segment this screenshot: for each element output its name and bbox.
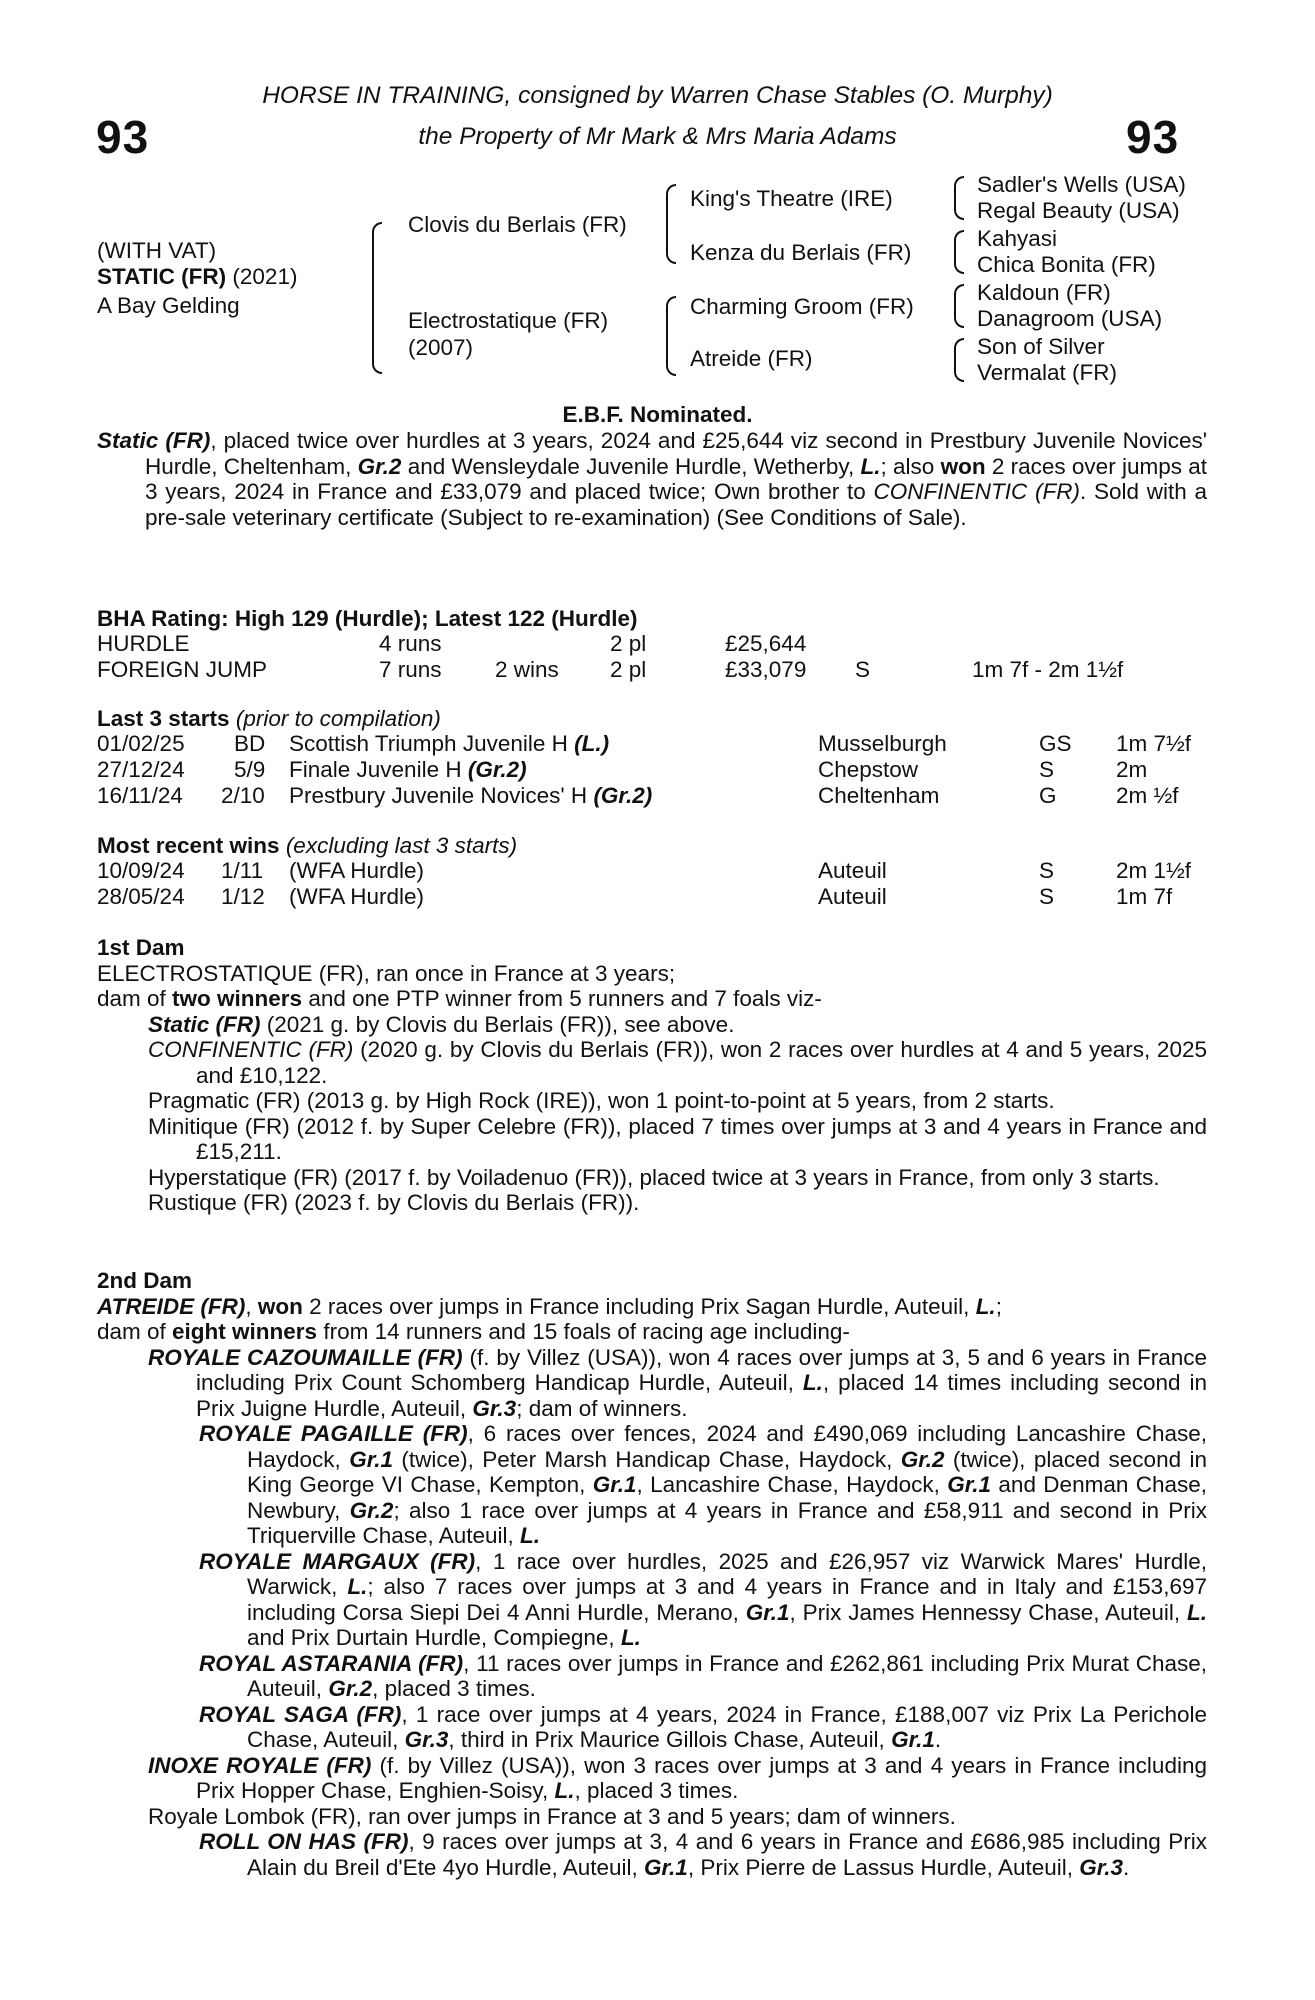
second-dam-line2: dam of eight winners from 14 runners and 15 foals of racing age including- xyxy=(97,1319,850,1344)
start-distance: 2m xyxy=(1116,757,1148,782)
pedigree-brace-g3 xyxy=(954,284,964,328)
second-dam-section xyxy=(97,1268,1207,1880)
horse-name: STATIC (FR) xyxy=(97,264,227,289)
pedigree-dam-year: (2007) xyxy=(408,335,474,360)
pedigree-g4: Chica Bonita (FR) xyxy=(977,252,1156,277)
bha-runs: 7 runs xyxy=(379,657,442,682)
ebf-note: E.B.F. Nominated. xyxy=(562,402,753,427)
produce-royal-astarania: ROYAL ASTARANIA (FR), 11 races over jumps in France and £262,861 including Prix Murat Chase, Auteuil, Gr.2, placed 3 times. xyxy=(199,1650,1207,1701)
win-position: 1/11 xyxy=(221,858,264,883)
horse-year: (2021) xyxy=(232,264,298,289)
pedigree-dam: Electrostatique (FR) xyxy=(408,308,609,333)
pedigree-dam-sire: Charming Groom (FR) xyxy=(690,294,914,319)
produce-royale-pagaille: ROYALE PAGAILLE (FR), 6 races over fences, 2024 and £490,069 including Lancashire Chase, Haydock, Gr.1 (twice), Peter Marsh Handicap Chase, Haydock, Gr.2 (twice), placed second in King George VI Chase, Kempton, Gr.1, Lancashire Chase, Haydock, Gr.1 and Denman Chase, Newbury, Gr.2; also 1 race over jumps at 4 years in France and £58,911 and second in Prix Triquerville Chase, Auteuil, L. xyxy=(199,1421,1208,1548)
produce-hyperstatique: Hyperstatique (FR) (2017 f. by Voiladenuo (FR)), placed twice at 3 years in France, from only 3 starts. xyxy=(148,1164,1160,1190)
pedigree-g2: Regal Beauty (USA) xyxy=(977,198,1180,223)
pedigree-g3: Kahyasi xyxy=(977,226,1058,251)
start-date: 16/11/24 xyxy=(97,783,183,808)
start-position: 5/9 xyxy=(234,757,266,782)
start-course: Chepstow xyxy=(818,757,919,782)
pedigree-g5: Kaldoun (FR) xyxy=(977,280,1111,305)
pedigree-dam-dam: Atreide (FR) xyxy=(690,346,813,371)
win-date: 28/05/24 xyxy=(97,884,185,909)
pedigree-brace-g1 xyxy=(954,176,964,220)
start-course: Musselburgh xyxy=(818,731,947,756)
start-course: Cheltenham xyxy=(818,783,940,808)
intro-text-4: 2 races over jumps at 3 years, 2024 in France and £33,079 and placed twice; Own brother to xyxy=(145,453,1207,504)
start-going: GS xyxy=(1039,731,1072,756)
intro-paragraph xyxy=(97,428,1207,530)
start-position: BD xyxy=(234,731,266,756)
start-distance: 1m 7½f xyxy=(1116,731,1192,756)
produce-inoxe-royale: INOXE ROYALE (FR) (f. by Villez (USA)), won 3 races over jumps at 3 and 4 years in France including Prix Hopper Chase, Enghien-Soisy, L., placed 3 times. xyxy=(148,1752,1207,1803)
bha-type: HURDLE xyxy=(97,631,190,656)
pedigree-brace-g4 xyxy=(954,338,964,382)
start-going: G xyxy=(1039,783,1057,808)
win-position: 1/12 xyxy=(221,884,265,909)
intro-text-3: ; also xyxy=(880,453,941,479)
start-race: Finale Juvenile H (Gr.2) xyxy=(289,757,527,782)
consignor-line: HORSE IN TRAINING, consigned by Warren Chase Stables (O. Murphy) xyxy=(262,82,1053,109)
win-course: Auteuil xyxy=(818,858,887,883)
bha-amount: £25,644 xyxy=(725,631,807,656)
start-position: 2/10 xyxy=(221,783,265,808)
start-date: 01/02/25 xyxy=(97,731,185,756)
win-date: 10/09/24 xyxy=(97,858,185,883)
pedigree-brace-g2 xyxy=(954,230,964,274)
pedigree-g1: Sadler's Wells (USA) xyxy=(977,172,1186,197)
pedigree-sire: Clovis du Berlais (FR) xyxy=(408,212,627,237)
produce-roll-on-has: ROLL ON HAS (FR), 9 races over jumps at 3, 4 and 6 years in France and £686,985 including Prix Alain du Breil d'Ete 4yo Hurdle, Auteuil, Gr.1, Prix Pierre de Lassus Hurdle, Auteuil, Gr.3. xyxy=(199,1829,1207,1880)
second-dam-title: 2nd Dam xyxy=(97,1268,193,1293)
bha-placed: 2 pl xyxy=(610,631,647,656)
first-dam-line1: ELECTROSTATIQUE (FR), ran once in France at 3 years; xyxy=(97,960,676,986)
produce-pragmatic: Pragmatic (FR) (2013 g. by High Rock (IRE)), won 1 point-to-point at 5 years, from 2 starts. xyxy=(148,1088,1055,1113)
intro-horse-name: Static (FR) xyxy=(97,428,211,453)
recent-wins-title: Most recent wins (excluding last 3 starts) xyxy=(97,833,518,858)
first-dam-line2: dam of two winners and one PTP winner from 5 runners and 7 foals viz- xyxy=(97,986,822,1011)
start-distance: 2m ½f xyxy=(1116,783,1179,808)
bha-distance: 1m 7f - 2m 1½f xyxy=(972,657,1124,682)
pedigree-sire-sire: King's Theatre (IRE) xyxy=(690,186,893,211)
lot-number-right: 93 xyxy=(1126,111,1180,163)
pedigree-brace-sire xyxy=(666,184,676,264)
owner-line: the Property of Mr Mark & Mrs Maria Adams xyxy=(418,123,897,150)
pedigree-g6: Danagroom (USA) xyxy=(977,306,1163,331)
horse-description: A Bay Gelding xyxy=(97,293,240,318)
pedigree-brace-dam xyxy=(666,296,676,376)
win-distance: 2m 1½f xyxy=(1116,858,1192,883)
intro-won: won xyxy=(940,453,986,479)
bha-wins: 2 wins xyxy=(495,657,559,682)
second-dam-line1: ATREIDE (FR), won 2 races over jumps in France including Prix Sagan Hurdle, Auteuil, L.; xyxy=(97,1293,1002,1319)
lot-number-left: 93 xyxy=(96,111,150,163)
start-race: Prestbury Juvenile Novices' H (Gr.2) xyxy=(289,783,653,808)
produce-rustique: Rustique (FR) (2023 f. by Clovis du Berlais (FR)). xyxy=(148,1190,640,1215)
win-race: (WFA Hurdle) xyxy=(289,858,425,883)
bha-amount: £33,079 xyxy=(725,657,807,682)
produce-royal-saga: ROYAL SAGA (FR), 1 race over jumps at 4 years, 2024 in France, £188,007 viz Prix La Perichole Chase, Auteuil, Gr.3, third in Prix Maurice Gillois Chase, Auteuil, Gr.1. xyxy=(199,1701,1207,1752)
first-dam-section xyxy=(97,935,1207,1216)
pedigree-g8: Vermalat (FR) xyxy=(977,360,1118,385)
bha-runs: 4 runs xyxy=(379,631,442,656)
start-date: 27/12/24 xyxy=(97,757,185,782)
win-course: Auteuil xyxy=(818,884,887,909)
bha-going: S xyxy=(855,657,871,682)
bha-rating-title: BHA Rating: High 129 (Hurdle); Latest 122 (Hurdle) xyxy=(97,606,638,631)
intro-listed-1: L. xyxy=(860,453,881,479)
start-race: Scottish Triumph Juvenile H (L.) xyxy=(289,731,610,756)
produce-minitique: Minitique (FR) (2012 f. by Super Celebre (FR)), placed 7 times over jumps at 3 and 4 years in France and £15,211. xyxy=(148,1113,1207,1164)
produce-royale-lombok: Royale Lombok (FR), ran over jumps in France at 3 and 5 years; dam of winners. xyxy=(148,1803,956,1829)
win-going: S xyxy=(1039,884,1055,909)
produce-confinentic: CONFINENTIC (FR) (2020 g. by Clovis du Berlais (FR)), won 2 races over hurdles at 4 and 5 years, 2025 and £10,122. xyxy=(148,1037,1207,1088)
pedigree-sire-dam: Kenza du Berlais (FR) xyxy=(690,240,912,265)
vat-note: (WITH VAT) xyxy=(97,238,217,263)
produce-royale-cazoumaille: ROYALE CAZOUMAILLE (FR) (f. by Villez (USA)), won 4 races over jumps at 3, 5 and 6 years in France including Prix Count Schomberg Handicap Hurdle, Auteuil, L., placed 14 times including second in Prix Juigne Hurdle, Auteuil, Gr.3; dam of winners. xyxy=(148,1344,1207,1421)
intro-text-5: . Sold with a pre-sale veterinary certificate (Subject to re-examination) (See Conditions of Sale). xyxy=(145,479,1207,530)
last-3-starts-title: Last 3 starts (prior to compilation) xyxy=(97,706,441,731)
horse-title xyxy=(97,264,297,290)
produce-static: Static (FR) (2021 g. by Clovis du Berlais (FR)), see above. xyxy=(148,1011,735,1037)
start-going: S xyxy=(1039,757,1055,782)
intro-text-1: , placed twice over hurdles at 3 years, 2024 and £25,644 viz second in Prestbury Juvenile Novices' Hurdle, Cheltenham, xyxy=(145,428,1207,479)
win-race: (WFA Hurdle) xyxy=(289,884,425,909)
win-distance: 1m 7f xyxy=(1116,884,1173,909)
pedigree-g7: Son of Silver xyxy=(977,334,1105,359)
pedigree-brace-main xyxy=(372,222,382,374)
intro-grade-1: Gr.2 xyxy=(357,453,402,479)
bha-type: FOREIGN JUMP xyxy=(97,657,268,682)
intro-brother: CONFINENTIC (FR) xyxy=(873,479,1080,504)
win-going: S xyxy=(1039,858,1055,883)
bha-placed: 2 pl xyxy=(610,657,647,682)
intro-text-2: and Wensleydale Juvenile Hurdle, Wetherby, xyxy=(401,453,861,479)
first-dam-title: 1st Dam xyxy=(97,935,185,960)
produce-royale-margaux: ROYALE MARGAUX (FR), 1 race over hurdles, 2025 and £26,957 viz Warwick Mares' Hurdle, Warwick, L.; also 7 races over jumps at 3 and 4 years in France and in Italy and £153,697 including Corsa Siepi Dei 4 Anni Hurdle, Merano, Gr.1, Prix James Hennessy Chase, Auteuil, L. and Prix Durtain Hurdle, Compiegne, L. xyxy=(199,1548,1207,1650)
